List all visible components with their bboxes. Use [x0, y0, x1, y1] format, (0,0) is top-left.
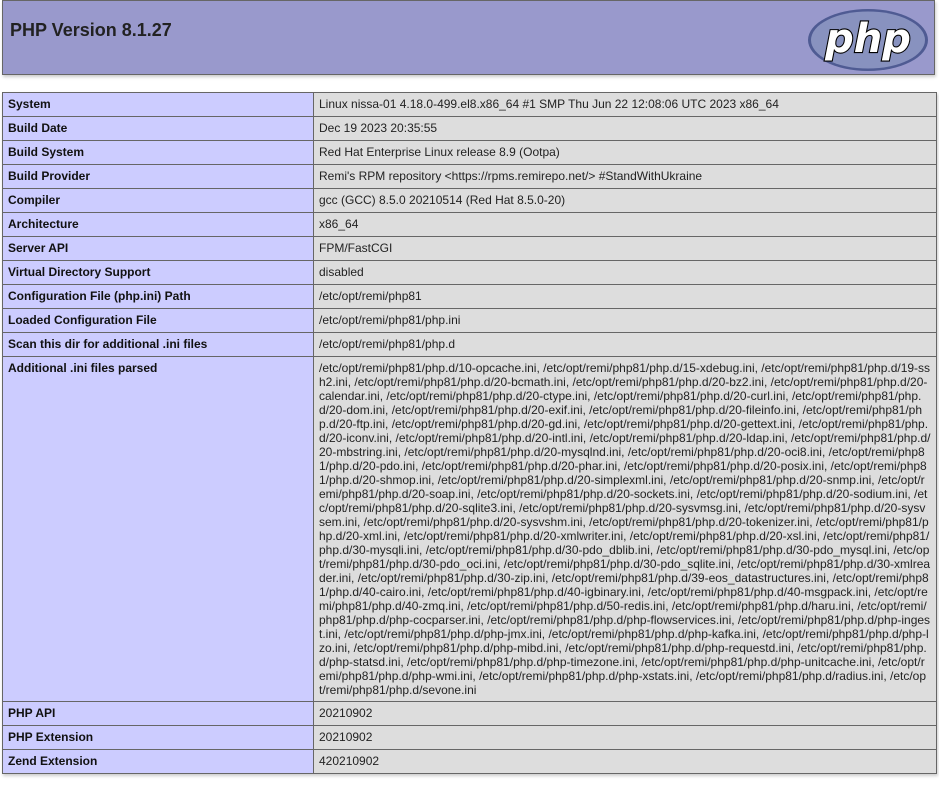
- table-row: [3, 726, 937, 750]
- page-header: [2, 0, 935, 75]
- row-value: Red Hat Enterprise Linux release 8.9 (Ootpa): [314, 141, 937, 165]
- row-key: Compiler: [3, 189, 314, 213]
- table-row: [3, 117, 937, 141]
- table-row: [3, 309, 937, 333]
- row-key: Configuration File (php.ini) Path: [3, 285, 314, 309]
- row-key: PHP Extension: [3, 726, 314, 750]
- php-logo-icon[interactable]: [806, 7, 930, 73]
- row-key: Loaded Configuration File: [3, 309, 314, 333]
- table-row: [3, 357, 937, 702]
- table-row: [3, 141, 937, 165]
- row-value: 20210902: [314, 726, 937, 750]
- row-value: FPM/FastCGI: [314, 237, 937, 261]
- table-row: [3, 261, 937, 285]
- row-value: /etc/opt/remi/php81: [314, 285, 937, 309]
- row-value: /etc/opt/remi/php81/php.d/10-opcache.ini, /etc/opt/remi/php81/php.d/15-xdebug.ini, /etc/opt/remi/php81/php.d/19-ssh2.ini, /etc/opt/remi/php81/php.d/20-bcmath.ini, /etc/opt/remi/php81/php.d/20-bz2.ini, /etc/opt/remi/php81/php.d/20-calendar.ini, /etc/opt/remi/php81/php.d/20-ctype.ini, /etc/opt/remi/php81/php.d/20-curl.ini, /etc/opt/remi/php81/php.d/20-dom.ini, /etc/opt/remi/php81/php.d/20-exif.ini, /etc/opt/remi/php81/php.d/20-fileinfo.ini, /etc/opt/remi/php81/php.d/20-ftp.ini, /etc/opt/remi/php81/php.d/20-gd.ini, /etc/opt/remi/php81/php.d/20-gettext.ini, /etc/opt/remi/php81/php.d/20-iconv.ini, /etc/opt/remi/php81/php.d/20-intl.ini, /etc/opt/remi/php81/php.d/20-ldap.ini, /etc/opt/remi/php81/php.d/20-mbstring.ini, /etc/opt/remi/php81/php.d/20-mysqlnd.ini, /etc/opt/remi/php81/php.d/20-oci8.ini, /etc/opt/remi/php81/php.d/20-pdo.ini, /etc/opt/remi/php81/php.d/20-phar.ini, /etc/opt/remi/php81/php.d/20-posix.ini, /etc/opt/remi/php81/php.d/20-shmop.ini, /etc/opt/remi/php81/php.d/20-simplexml.ini, /etc/opt/remi/php81/php.d/20-snmp.ini, /etc/opt/remi/php81/php.d/20-soap.ini, /etc/opt/remi/php81/php.d/20-sockets.ini, /etc/opt/remi/php81/php.d/20-sodium.ini, /etc/opt/remi/php81/php.d/20-sqlite3.ini, /etc/opt/remi/php81/php.d/20-sysvmsg.ini, /etc/opt/remi/php81/php.d/20-sysvsem.ini, /etc/opt/remi/php81/php.d/20-sysvshm.ini, /etc/opt/remi/php81/php.d/20-tokenizer.ini, /etc/opt/remi/php81/php.d/20-xml.ini, /etc/opt/remi/php81/php.d/20-xmlwriter.ini, /etc/opt/remi/php81/php.d/20-xsl.ini, /etc/opt/remi/php81/php.d/30-mysqli.ini, /etc/opt/remi/php81/php.d/30-pdo_dblib.ini, /etc/opt/remi/php81/php.d/30-pdo_mysql.ini, /etc/opt/remi/php81/php.d/30-pdo_oci.ini, /etc/opt/remi/php81/php.d/30-pdo_sqlite.ini, /etc/opt/remi/php81/php.d/30-xmlreader.ini, /etc/opt/remi/php81/php.d/30-zip.ini, /etc/opt/remi/php81/php.d/39-eos_datastructures.ini, /etc/opt/remi/php81/php.d/40-cairo.ini, /etc/opt/remi/php81/php.d/40-igbinary.ini, /etc/opt/remi/php81/php.d/40-msgpack.ini, /etc/opt/remi/php81/php.d/40-zmq.ini, /etc/opt/remi/php81/php.d/50-redis.ini, /etc/opt/remi/php81/php.d/haru.ini, /etc/opt/remi/php81/php.d/php-cocparser.ini, /etc/opt/remi/php81/php.d/php-flowservices.ini, /etc/opt/remi/php81/php.d/php-ingest.ini, /etc/opt/remi/php81/php.d/php-jmx.ini, /etc/opt/remi/php81/php.d/php-kafka.ini, /etc/opt/remi/php81/php.d/php-lzo.ini, /etc/opt/remi/php81/php.d/php-mibd.ini, /etc/opt/remi/php81/php.d/php-requestd.ini, /etc/opt/remi/php81/php.d/php-statsd.ini, /etc/opt/remi/php81/php.d/php-timezone.ini, /etc/opt/remi/php81/php.d/php-unitcache.ini, /etc/opt/remi/php81/php.d/php-wmi.ini, /etc/opt/remi/php81/php.d/php-xstats.ini, /etc/opt/remi/php81/php.d/radius.ini, /etc/opt/remi/php81/php.d/sevone.ini: [314, 357, 937, 702]
- php-logo-text: php: [825, 16, 911, 62]
- row-key: Server API: [3, 237, 314, 261]
- row-value: /etc/opt/remi/php81/php.ini: [314, 309, 937, 333]
- row-key: Additional .ini files parsed: [3, 357, 314, 702]
- table-row: [3, 702, 937, 726]
- row-value: 20210902: [314, 702, 937, 726]
- row-key: Build System: [3, 141, 314, 165]
- table-row: [3, 93, 937, 117]
- row-key: Virtual Directory Support: [3, 261, 314, 285]
- table-row: [3, 750, 937, 774]
- row-key: Zend Extension: [3, 750, 314, 774]
- row-key: Architecture: [3, 213, 314, 237]
- row-value: disabled: [314, 261, 937, 285]
- row-value: gcc (GCC) 8.5.0 20210514 (Red Hat 8.5.0-20): [314, 189, 937, 213]
- table-row: [3, 189, 937, 213]
- table-row: [3, 213, 937, 237]
- row-key: PHP API: [3, 702, 314, 726]
- row-key: Build Date: [3, 117, 314, 141]
- row-key: System: [3, 93, 314, 117]
- row-value: 420210902: [314, 750, 937, 774]
- table-row: [3, 333, 937, 357]
- row-value: Remi's RPM repository <https://rpms.remirepo.net/> #StandWithUkraine: [314, 165, 937, 189]
- page-title: PHP Version 8.1.27: [10, 20, 172, 40]
- row-value: /etc/opt/remi/php81/php.d: [314, 333, 937, 357]
- table-row: [3, 237, 937, 261]
- row-value: x86_64: [314, 213, 937, 237]
- row-value: Linux nissa-01 4.18.0-499.el8.x86_64 #1 SMP Thu Jun 22 12:08:06 UTC 2023 x86_64: [314, 93, 937, 117]
- table-row: [3, 165, 937, 189]
- row-value: Dec 19 2023 20:35:55: [314, 117, 937, 141]
- row-key: Scan this dir for additional .ini files: [3, 333, 314, 357]
- table-row: [3, 285, 937, 309]
- row-key: Build Provider: [3, 165, 314, 189]
- info-table: [2, 92, 937, 774]
